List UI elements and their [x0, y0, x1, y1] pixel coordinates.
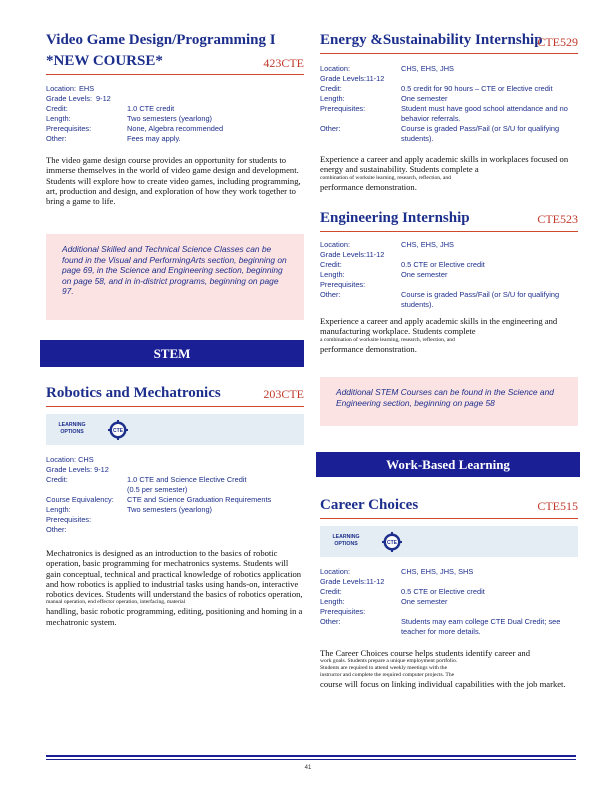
video-game-title-line2: *NEW COURSE* [46, 53, 163, 69]
meta-key: Grade Levels: [320, 577, 367, 586]
video-game-location-value: EHS [79, 84, 95, 93]
svg-text:CTE: CTE [113, 428, 123, 434]
meta-key: Other: [320, 124, 341, 133]
learning-options-label: LEARNING OPTIONS [58, 422, 86, 435]
stem-section-band: STEM [40, 340, 304, 367]
meta-key: Length: [320, 94, 345, 103]
meta-value: 0.5 credit for 90 hours – CTE or Elective credit [401, 84, 553, 93]
meta-key: Course Equivalency: [46, 495, 114, 504]
work-based-learning-band: Work-Based Learning [316, 452, 580, 477]
meta-value: 9-12 [94, 465, 109, 474]
note-stem-courses-text: Additional STEM Courses can be found in the Science and Engineering section, beginning on page 58 [336, 387, 554, 408]
learning-options-label: LEARNING OPTIONS [332, 534, 360, 547]
robotics-desc-small: manual operation, end effector operation, interfacing, material [46, 599, 186, 606]
video-game-title-line1: Video Game Design/Programming I [46, 32, 276, 48]
meta-value: Course is graded Pass/Fail (or S/U for qualifying students). [401, 124, 560, 143]
meta-key: Length: [320, 270, 345, 279]
meta-value: Course is graded Pass/Fail (or S/U for qualifying students). [401, 290, 560, 309]
energy-title-block [320, 31, 578, 54]
career-title: Career Choices [320, 497, 419, 513]
meta-value: One semester [401, 270, 448, 279]
meta-value: CTE and Science Graduation Requirements [127, 495, 272, 504]
career-desc-small-1: work goals. Students prepare a unique employment portfolio. [320, 658, 458, 665]
meta-key: Prerequisites: [320, 104, 366, 113]
note-skilled-technical-text: Additional Skilled and Technical Science Classes can be found in the Visual and PerformingArts section, beginning on page 69, in the Science and Engineering section, beginning on page 58, and in in-district programs, beginning on page 97. [62, 244, 287, 297]
meta-value: Fees may apply. [127, 134, 181, 143]
robotics-desc-end: handling, basic robotic programming, editing, positioning and homing in a mechatronic system. [46, 606, 303, 627]
meta-value: 11-12 [366, 74, 385, 83]
footer-rule-thin [46, 759, 576, 760]
robotics-desc-main: Mechatronics is designed as an introduction to the basics of robotic operation, basic programming for mechatronics systems. Students will gain conceptual, technical and practical knowledge of robotics application and how robotics is applied to industrial tasks using hands-on, interactive robotics devices. Students will understand the basics of robotics operation, [46, 548, 303, 600]
career-desc-main: The Career Choices course helps students identify career and [320, 648, 530, 658]
note-stem-courses [320, 377, 578, 426]
energy-desc-small: combination of worksite learning, research, reflection, and [320, 174, 451, 181]
engineering-title-block [320, 209, 578, 232]
energy-meta [320, 64, 578, 144]
engineering-description [320, 316, 578, 354]
energy-desc-end: performance demonstration. [320, 181, 417, 192]
meta-key: Length: [320, 597, 345, 606]
meta-key: Credit: [320, 84, 342, 93]
energy-course-code: CTE529 [537, 35, 578, 49]
engineering-title: Engineering Internship [320, 210, 470, 226]
meta-key: Credit: [46, 475, 68, 484]
meta-key: Location: [46, 84, 76, 93]
engineering-course-code: CTE523 [537, 212, 578, 226]
robotics-course-code: 203CTE [263, 387, 304, 401]
engineering-desc-end: performance demonstration. [320, 343, 417, 354]
meta-value: None, Algebra recommended [127, 124, 224, 133]
cte-gear-icon [382, 532, 402, 552]
meta-key: Grade Levels: [46, 94, 93, 103]
meta-value: 1.0 CTE credit [127, 104, 175, 113]
robotics-title-block [46, 384, 304, 407]
meta-value: Students may earn college CTE Dual Credit; see teacher for more details. [401, 617, 561, 636]
meta-key: Location: [320, 567, 350, 576]
meta-value: (0.5 per semester) [127, 485, 188, 494]
robotics-title: Robotics and Mechatronics [46, 385, 221, 401]
meta-key: Length: [46, 505, 71, 514]
meta-key: Prerequisites: [320, 280, 366, 289]
note-skilled-technical [46, 234, 304, 320]
svg-text:CTE: CTE [387, 540, 397, 546]
footer-rule-thick [46, 755, 576, 757]
meta-value: 0.5 CTE or Elective credit [401, 587, 485, 596]
energy-description [320, 154, 578, 192]
engineering-meta [320, 240, 578, 310]
video-game-description: The video game design course provides an opportunity for students to immerse themselves in the world of video game design and development. Students will explore how to create video games, including programming, art, production and design, and exploration of how they work together to bring a game to life. [46, 155, 301, 207]
meta-key: Prerequisites: [46, 515, 92, 524]
energy-desc-main: Experience a career and apply academic skills in workplaces focused on energy and sustainability. Students complete a [320, 154, 569, 175]
meta-value: 1.0 CTE and Science Elective Credit [127, 475, 247, 484]
meta-value: Two semesters (yearlong) [127, 114, 213, 123]
meta-value: 11-12 [366, 250, 385, 259]
video-game-grade-value: 9-12 [96, 94, 111, 103]
meta-key: Location: [320, 240, 350, 249]
meta-value: CHS [78, 455, 94, 464]
meta-key: Other: [320, 617, 341, 626]
career-learning-options-bar [320, 526, 578, 557]
career-title-block [320, 496, 578, 519]
meta-key: Grade Levels: [46, 465, 93, 474]
video-game-title-block [46, 52, 304, 75]
meta-key: Length: [46, 114, 71, 123]
career-course-code: CTE515 [537, 499, 578, 513]
meta-value: Two semesters (yearlong) [127, 505, 213, 514]
meta-key: Location: [46, 455, 76, 464]
cte-gear-icon [108, 420, 128, 440]
meta-key: Other: [46, 134, 67, 143]
meta-key: Credit: [320, 260, 342, 269]
robotics-learning-options-bar [46, 414, 304, 445]
meta-value: Student must have good school attendance and no behavior referrals. [401, 104, 568, 123]
engineering-desc-small: a combination of worksite learning, research, reflection, and [320, 336, 455, 343]
meta-key: Grade Levels: [320, 250, 367, 259]
page-number: 41 [304, 765, 312, 771]
career-meta [320, 567, 578, 637]
career-desc-small-3: instructor and complete the required computer projects. The [320, 672, 455, 679]
meta-value: CHS, EHS, JHS [401, 64, 454, 73]
career-desc-end: course will focus on linking individual capabilities with the job market. [320, 679, 566, 690]
meta-value: One semester [401, 597, 448, 606]
meta-key: Credit: [46, 104, 68, 113]
video-game-course-code: 423CTE [263, 56, 304, 70]
meta-key: Grade Levels: [320, 74, 367, 83]
robotics-description [46, 548, 304, 627]
meta-key: Other: [46, 525, 67, 534]
meta-value: CHS, EHS, JHS, SHS [401, 567, 474, 576]
meta-value: CHS, EHS, JHS [401, 240, 454, 249]
meta-value: One semester [401, 94, 448, 103]
meta-value: 0.5 CTE or Elective credit [401, 260, 485, 269]
meta-key: Location: [320, 64, 350, 73]
meta-value: 11-12 [366, 577, 385, 586]
career-description [320, 648, 578, 690]
robotics-meta [46, 455, 304, 535]
career-desc-small-2: Students are required to attend weekly meetings with the [320, 665, 448, 672]
meta-key: Other: [320, 290, 341, 299]
meta-key: Prerequisites: [320, 607, 366, 616]
engineering-desc-main: Experience a career and apply academic skills in the engineering and manufacturing workplace. Students complete [320, 316, 558, 337]
meta-key: Prerequisites: [46, 124, 92, 133]
meta-key: Credit: [320, 587, 342, 596]
energy-title: Energy &Sustainability Internship [320, 32, 543, 48]
